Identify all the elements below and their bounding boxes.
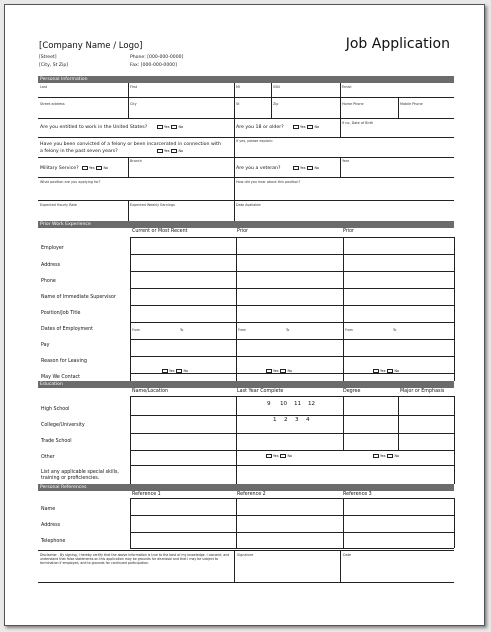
- ref-row-address: Address: [41, 523, 61, 528]
- label-date-available: Date Available: [236, 203, 261, 207]
- disclaimer-text: Disclaimer - By signing, I hereby certify that the above information is true to the best of my knowledge. I consent, and understand that false statements on this application may be grounds for dismissal and that I may be subject to termination if employed, and to grounds for continued participation.: [40, 553, 230, 565]
- label-to-1: To: [180, 328, 184, 332]
- row-dates-of-employment: Dates of Employment: [41, 327, 94, 332]
- contact-options-3: Yes No: [371, 369, 399, 375]
- label-street-address: Street address: [40, 102, 65, 106]
- label-home-phone: Home Phone: [342, 102, 364, 106]
- contact1-yes-checkbox[interactable]: [162, 369, 168, 373]
- col-prior-2: Prior: [343, 229, 355, 234]
- contact-options-1: Yes No: [160, 369, 188, 375]
- veteran-options: Yes No: [291, 166, 319, 172]
- entitled-no-checkbox[interactable]: [171, 125, 177, 129]
- label-first: First: [130, 85, 138, 89]
- label-mobile-phone: Mobile Phone: [400, 102, 423, 106]
- military-options: Yes No: [80, 166, 108, 172]
- contact2-yes-checkbox[interactable]: [266, 369, 272, 373]
- entitled-yes-checkbox[interactable]: [157, 125, 163, 129]
- military-yes-checkbox[interactable]: [82, 166, 88, 170]
- label-position-applying: What position are you applying for?: [40, 180, 101, 184]
- row-trade-school: Trade School: [41, 439, 72, 444]
- company-name: [Company Name / Logo]: [39, 41, 143, 51]
- college-year-4[interactable]: 4: [306, 417, 310, 423]
- label-email: Email: [342, 85, 352, 89]
- question-18-or-older: Are you 18 or older?: [236, 125, 284, 130]
- other-options-2: Yes No: [264, 454, 292, 460]
- label-expected-weekly-earnings: Expected Weekly Earnings: [130, 203, 175, 207]
- college-year-1[interactable]: 1: [273, 417, 277, 423]
- row-phone: Phone: [41, 279, 56, 284]
- felony-options: Yes No: [155, 149, 183, 155]
- label-year: Year: [342, 159, 350, 163]
- label-from-3: From: [345, 328, 353, 332]
- section-personal-information: Personal Information: [38, 76, 454, 83]
- col-current-most-recent: Current or Most Recent: [132, 229, 188, 234]
- label-city: City: [130, 102, 137, 106]
- col-reference-2: Reference 2: [237, 492, 266, 497]
- row-other: Other: [41, 455, 55, 460]
- label-mi: MI: [236, 85, 240, 89]
- col-name-location: Name/Location: [132, 389, 169, 394]
- college-year-3[interactable]: 3: [295, 417, 299, 423]
- other3-no-checkbox[interactable]: [387, 454, 393, 458]
- section-prior-work-experience: Prior Work Experience: [38, 221, 454, 228]
- hs-grade-10[interactable]: 10: [280, 401, 288, 407]
- section-personal-references: Personal References: [38, 484, 454, 491]
- age-no-checkbox[interactable]: [307, 125, 313, 129]
- contact3-yes-checkbox[interactable]: [373, 369, 379, 373]
- military-no-checkbox[interactable]: [96, 166, 102, 170]
- hs-grade-11[interactable]: 11: [294, 401, 302, 407]
- company-fax: Fax: [000-000-0000]: [130, 63, 177, 68]
- col-reference-1: Reference 1: [132, 492, 161, 497]
- label-date: Date: [343, 553, 352, 557]
- col-last-year-complete: Last Year Complete: [237, 389, 284, 394]
- row-may-we-contact: May We Contact: [41, 375, 81, 380]
- contact2-no-checkbox[interactable]: [280, 369, 286, 373]
- question-veteran: Are you a veteran?: [236, 166, 281, 171]
- veteran-yes-checkbox[interactable]: [293, 166, 299, 170]
- form-title: Job Application: [345, 36, 450, 52]
- row-supervisor: Name of Immediate Supervisor: [41, 295, 116, 300]
- ref-row-telephone: Telephone: [41, 539, 66, 544]
- row-position-title: Position/Job Title: [41, 311, 81, 316]
- label-how-did-you-hear: How did you hear about this position?: [236, 180, 301, 184]
- contact1-no-checkbox[interactable]: [176, 369, 182, 373]
- label-expected-hourly-rate: Expected Hourly Rate: [40, 203, 77, 207]
- col-degree: Degree: [343, 389, 361, 394]
- col-major: Major or Emphasis: [400, 389, 445, 394]
- row-high-school: High School: [41, 407, 70, 412]
- col-prior-1: Prior: [237, 229, 249, 234]
- contact3-no-checkbox[interactable]: [387, 369, 393, 373]
- question-felony-line1: Have you been convicted of a felony or been incarcerated in connection with: [40, 142, 221, 147]
- college-year-2[interactable]: 2: [284, 417, 288, 423]
- question-felony-line2: a felony in the past seven years?: [40, 149, 118, 154]
- label-signature: Signature: [237, 553, 254, 557]
- entitled-options: Yes No: [155, 125, 183, 131]
- veteran-no-checkbox[interactable]: [307, 166, 313, 170]
- felony-no-checkbox[interactable]: [171, 149, 177, 153]
- row-reason-for-leaving: Reason for Leaving: [41, 359, 87, 364]
- row-college: College/University: [41, 423, 85, 428]
- hs-grade-12[interactable]: 12: [308, 401, 316, 407]
- age-yes-checkbox[interactable]: [293, 125, 299, 129]
- felony-yes-checkbox[interactable]: [157, 149, 163, 153]
- label-date-of-birth: If no, Date of Birth: [342, 121, 374, 125]
- company-phone: Phone: [000-000-0000]: [130, 55, 184, 60]
- other2-no-checkbox[interactable]: [280, 454, 286, 458]
- question-entitled-to-work: Are you entitled to work in the United States?: [40, 125, 148, 130]
- label-from-2: From: [238, 328, 246, 332]
- label-ssn: SSN: [273, 85, 280, 89]
- row-address: Address: [41, 263, 61, 268]
- skills-label-line2: training or proficiencies.: [41, 476, 100, 481]
- label-st: St: [236, 102, 240, 106]
- question-military-service: Military Service?: [40, 166, 79, 171]
- other3-yes-checkbox[interactable]: [373, 454, 379, 458]
- age-options: Yes No: [291, 125, 319, 131]
- row-employer: Employer: [41, 246, 64, 251]
- row-pay: Pay: [41, 343, 50, 348]
- label-zip: Zip: [273, 102, 279, 106]
- company-street: [Street]: [39, 55, 57, 60]
- company-city: [City, St Zip]: [39, 63, 69, 68]
- label-if-yes-explain: If yes, please explain:: [236, 139, 273, 143]
- other2-yes-checkbox[interactable]: [266, 454, 272, 458]
- contact-options-2: Yes No: [264, 369, 292, 375]
- hs-grade-9[interactable]: 9: [267, 401, 271, 407]
- col-reference-3: Reference 3: [343, 492, 372, 497]
- section-education: Education: [38, 381, 454, 388]
- ref-row-name: Name: [41, 507, 56, 512]
- application-page: [4, 4, 485, 626]
- other-options-3: Yes No: [371, 454, 399, 460]
- label-to-3: To: [393, 328, 397, 332]
- label-last: Last: [40, 85, 48, 89]
- label-to-2: To: [286, 328, 290, 332]
- skills-label-line1: List any applicable special skills,: [41, 470, 119, 475]
- label-from-1: From: [132, 328, 140, 332]
- label-branch: Branch: [130, 159, 142, 163]
